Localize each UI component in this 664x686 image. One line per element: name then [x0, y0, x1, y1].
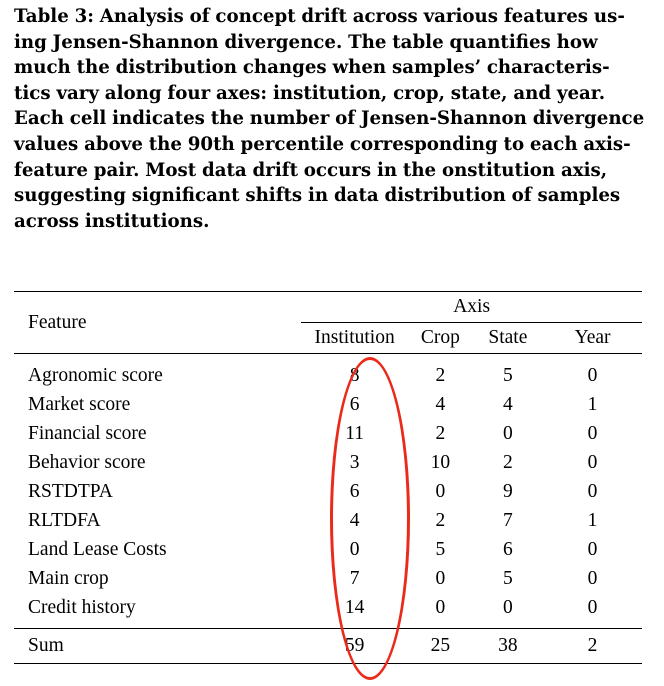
column-header-state: State: [473, 323, 543, 354]
table-row: [14, 506, 642, 535]
caption-line: suggesting significant shifts in data distribution of samples: [14, 185, 621, 207]
sum-year: 2: [587, 635, 598, 657]
table-row: [14, 391, 642, 420]
caption-line: Table 3: Analysis of concept drift across various features us-: [14, 6, 625, 27]
cell-year: 0: [587, 567, 598, 589]
cell-state: 5: [503, 567, 513, 589]
cell-institution: 3: [349, 452, 360, 474]
cell-year: 0: [587, 481, 598, 502]
cell-state: 5: [503, 365, 513, 387]
row-feature: Credit history: [28, 596, 136, 618]
cell-year: 0: [587, 423, 598, 445]
sum-institution: 59: [344, 635, 365, 657]
column-header-crop: Crop: [408, 323, 473, 354]
caption-line: across institutions.: [14, 210, 210, 232]
cell-year: 0: [587, 596, 598, 618]
caption-line: much the distribution changes when samples’ characteris-: [14, 57, 610, 79]
cell-state: 7: [503, 509, 513, 531]
cell-year: 1: [587, 509, 598, 531]
cell-year: 0: [587, 538, 598, 560]
column-header-year: Year: [543, 323, 642, 354]
cell-year: 1: [587, 394, 598, 416]
table-caption: [14, 4, 654, 234]
cell-state: 6: [503, 538, 513, 560]
row-feature: Agronomic score: [28, 365, 163, 387]
cell-state: 0: [503, 596, 513, 618]
cell-crop: 5: [435, 538, 446, 560]
cell-institution: 6: [349, 481, 360, 502]
table-row: [14, 593, 642, 628]
cell-state: 2: [503, 452, 513, 474]
cell-institution: 7: [349, 567, 360, 589]
table-row: [14, 478, 642, 507]
cell-crop: 0: [435, 481, 446, 502]
table-body: [14, 354, 642, 629]
cell-state: 0: [503, 423, 513, 445]
feature-column-header: Feature: [28, 311, 87, 333]
axis-group-header: Axis: [453, 296, 491, 317]
sum-label: Sum: [28, 635, 64, 657]
row-feature: Main crop: [28, 567, 109, 589]
row-feature: RLTDFA: [28, 509, 101, 531]
cell-crop: 2: [435, 509, 446, 531]
table-row: [14, 564, 642, 593]
caption-line: ing Jensen-Shannon divergence. The table quantifies how: [14, 31, 598, 53]
caption-line: Each cell indicates the number of Jensen-Shannon divergence: [14, 108, 645, 130]
drift-table: [14, 291, 642, 664]
table-row: [14, 420, 642, 449]
cell-institution: 6: [349, 394, 360, 416]
row-feature: Financial score: [28, 423, 147, 445]
row-feature: Market score: [28, 394, 131, 416]
cell-crop: 4: [435, 394, 446, 416]
cell-institution: 0: [349, 538, 360, 560]
cell-institution: 4: [349, 509, 360, 531]
cell-crop: 0: [435, 567, 446, 589]
cell-year: 0: [587, 452, 598, 474]
cell-institution: 11: [345, 423, 365, 445]
sum-row: [14, 629, 642, 664]
caption-line: values above the 90th percentile corresponding to each axis-: [14, 133, 631, 155]
sum-state: 38: [498, 635, 518, 657]
cell-institution: 8: [349, 365, 360, 387]
row-feature: Land Lease Costs: [28, 538, 167, 560]
cell-crop: 2: [435, 423, 446, 445]
cell-state: 9: [503, 481, 513, 502]
cell-state: 4: [503, 394, 513, 416]
row-feature: Behavior score: [28, 452, 146, 474]
caption-line: feature pair. Most data drift occurs in the onstitution axis,: [14, 159, 608, 181]
row-feature: RSTDTPA: [28, 481, 113, 502]
cell-crop: 0: [435, 596, 446, 618]
cell-crop: 2: [435, 365, 446, 387]
caption-line: tics vary along four axes: institution, crop, state, and year.: [14, 82, 606, 104]
cell-crop: 10: [430, 452, 451, 474]
table-row: [14, 354, 642, 391]
cell-year: 0: [587, 365, 598, 387]
sum-crop: 25: [430, 635, 451, 657]
table-row: [14, 449, 642, 478]
table-row: [14, 535, 642, 564]
column-header-institution: Institution: [301, 323, 408, 354]
cell-institution: 14: [344, 596, 365, 618]
